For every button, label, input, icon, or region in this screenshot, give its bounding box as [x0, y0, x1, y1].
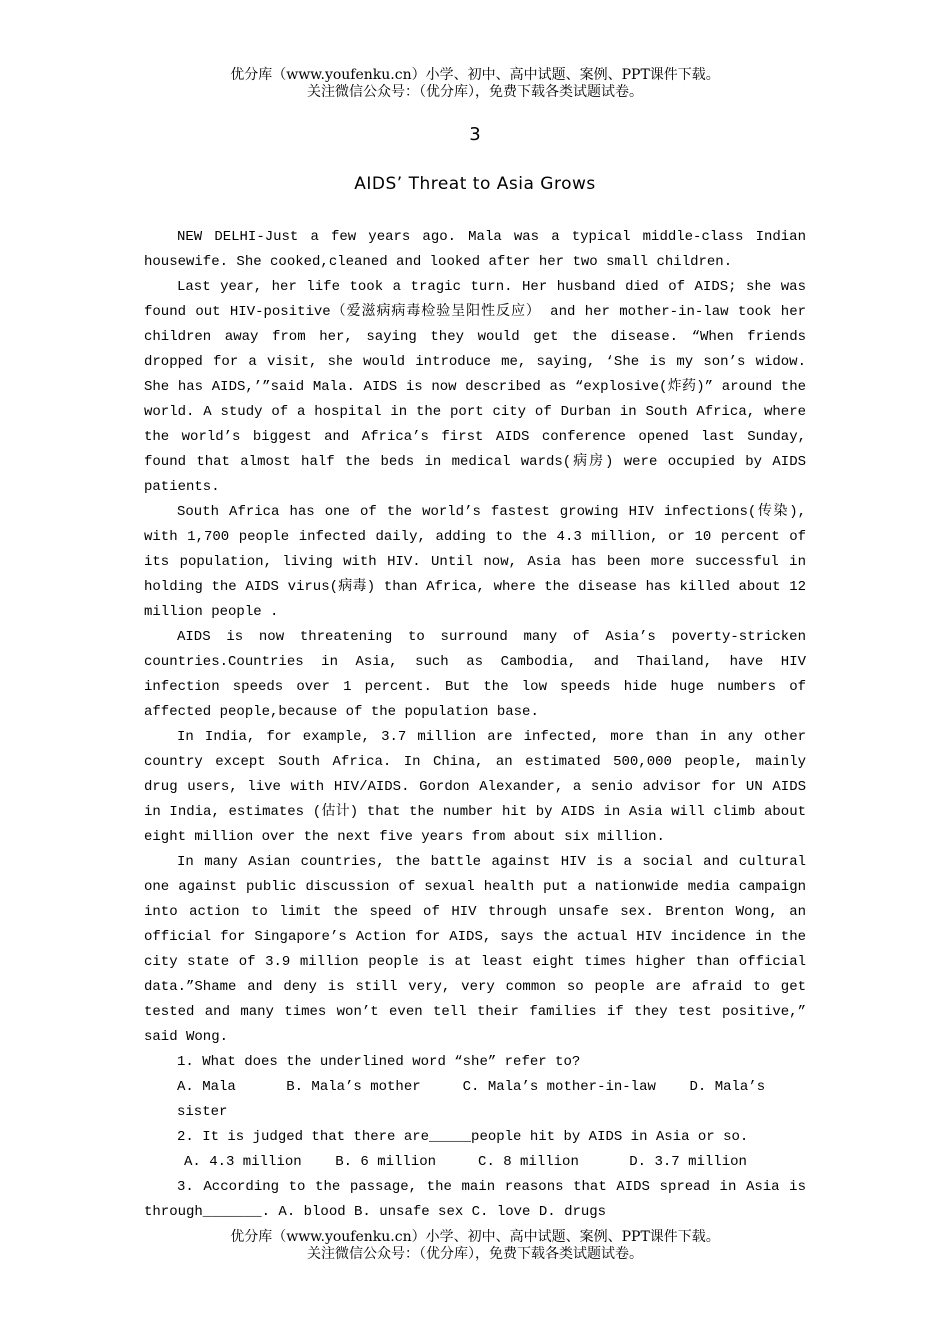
- question-1-stem: 1. What does the underlined word “she” refer to?: [177, 1054, 581, 1070]
- question-2-stem: 2. It is judged that there are_____people hit by AIDS in Asia or so.: [177, 1129, 749, 1145]
- paragraph: AIDS is now threatening to surround many of Asia’s poverty-stricken countries.Countries in Asia, such as Cambodia, and Thailand, have HIV infection speeds over 1 percent. But the low speeds hide huge numbers of affected people,because of the population base.: [144, 629, 806, 720]
- question-1-options: A. Mala B. Mala’s mother C. Mala’s mother-in-law D. Mala’s sister: [177, 1079, 774, 1120]
- page-header: [0, 67, 950, 101]
- paragraph: In India, for example, 3.7 million are infected, more than in any other country except South Africa. In China, an estimated 500,000 people, mainly drug users, live with HIV/AIDS. Gordon Alexander, a senio advisor for UN AIDS in India, estimates (估计) that the number hit by AIDS in Asia will climb about eight million over the next five years from about six million.: [144, 729, 806, 845]
- question-2-options: A. 4.3 million B. 6 million C. 8 million D. 3.7 million: [184, 1154, 747, 1170]
- page-footer: [0, 1229, 950, 1263]
- footer-line-2: 关注微信公众号：（优分库），免费下载各类试题试卷。: [307, 1246, 643, 1262]
- paragraph: NEW DELHI-Just a few years ago. Mala was a typical middle-class Indian housewife. She cooked,cleaned and looked after her two small children.: [144, 229, 806, 270]
- section-number: 3: [469, 124, 481, 145]
- paragraph: In many Asian countries, the battle against HIV is a social and cultural one against public discussion of sexual health put a nationwide media campaign into action to limit the speed of HIV through unsafe sex. Brenton Wong, an official for Singapore’s Action for AIDS, says the actual HIV incidence in the city state of 3.9 million people is at least eight times higher than official data.”Shame and deny is still very, very common so people are afraid to get tested and many times won’t even tell their families if they test positive,” said Wong.: [144, 854, 806, 1045]
- article-body: [144, 225, 806, 1225]
- header-line-1: 优分库（www.youfenku.cn）小学、初中、高中试题、案例、PPT课件下载。: [230, 67, 720, 83]
- paragraph: Last year, her life took a tragic turn. Her husband died of AIDS; she was found out HIV-positive（爱滋病病毒检验呈阳性反应） and her mother-in-law took her children away from her, saying they would get the disease. “When friends dropped for a visit, she would introduce me, saying, ‘She is my son’s widow. She has AIDS,’”said Mala. AIDS is now described as “explosive(炸药)” around the world. A study of a hospital in the port city of Durban in South Africa, where the world’s biggest and Africa’s first AIDS conference opened last Sunday, found that almost half the beds in medical wards(病房) were occupied by AIDS patients.: [144, 279, 806, 495]
- header-line-2: 关注微信公众号：（优分库），免费下载各类试题试卷。: [307, 84, 643, 100]
- footer-line-1: 优分库（www.youfenku.cn）小学、初中、高中试题、案例、PPT课件下载。: [230, 1229, 720, 1245]
- question-3-stem: 3. According to the passage, the main reasons that AIDS spread in Asia is through_______. A. blood B. unsafe sex C. love D. drugs: [144, 1179, 806, 1220]
- paragraph: South Africa has one of the world’s fastest growing HIV infections(传染), with 1,700 people infected daily, adding to the 4.3 million, or 10 percent of its population, living with HIV. Until now, Asia has been more successful in holding the AIDS virus(病毒) than Africa, where the disease has killed about 12 million people .: [144, 504, 806, 620]
- article-title: AIDS’ Threat to Asia Grows: [354, 174, 596, 194]
